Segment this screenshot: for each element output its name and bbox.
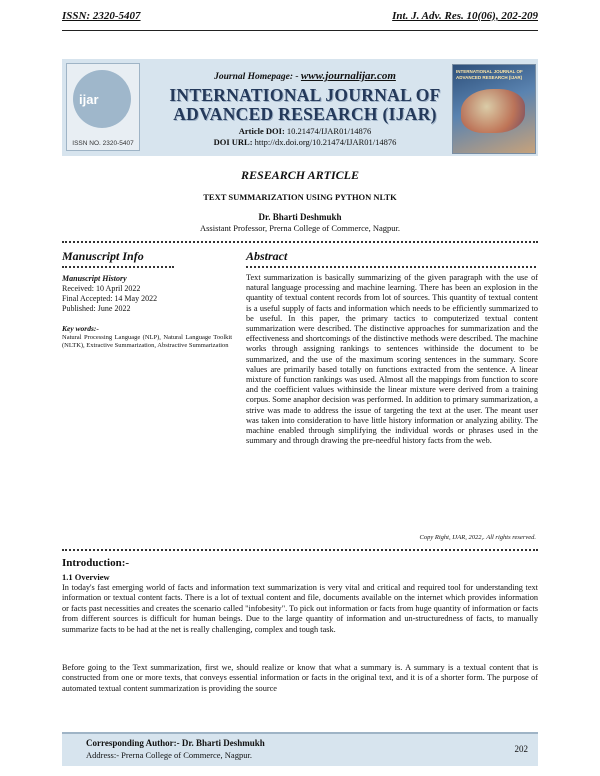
running-header [62, 10, 538, 28]
doi-url-label: DOI URL: [213, 137, 253, 147]
page-number: 202 [514, 744, 528, 754]
homepage-label: Journal Homepage: - [214, 72, 299, 82]
journal-logo [66, 63, 140, 151]
journal-homepage [140, 70, 470, 82]
journal-title-line1: INTERNATIONAL JOURNAL OF [169, 85, 441, 105]
copyright-notice: Copy Right, IJAR, 2022,. All rights reserved. [419, 534, 536, 541]
paper-title: TEXT SUMMARIZATION USING PYTHON NLTK [203, 192, 397, 202]
abstract-end-divider [62, 549, 538, 551]
keywords-heading: Key words:- [62, 324, 99, 333]
corresponding-author: Corresponding Author:- Dr. Bharti Deshmukh [86, 738, 265, 748]
doi-block [140, 126, 470, 148]
section-divider [62, 241, 538, 243]
overview-subheading: 1.1 Overview [62, 572, 110, 582]
corresponding-author-box [62, 732, 538, 766]
published-date: Published: June 2022 [62, 304, 131, 313]
journal-cover-image [452, 64, 536, 154]
article-doi: 10.21474/IJAR01/14876 [286, 126, 372, 136]
logo-text: ijar [79, 92, 99, 107]
doi-url-link[interactable]: http://dx.doi.org/10.21474/IJAR01/14876 [254, 137, 397, 147]
article-doi-label: Article DOI: [238, 126, 285, 136]
intro-paragraph-1: In today's fast emerging world of facts and information text summarization is very vital and critical and required tool for understanding text information or textual content facts. There is a lot of textual content and file, documents available on the internet which provides information or facts past necessities and creates the scenario called "infobesity". To pick out information or facts from huge quantity of information or facts from different sources is difficult for human beings. Due to the large quantity of information and un-structuredness of facts, to manually summarize facts to be had at the net is really challenging, complex and tough task. [62, 583, 538, 634]
introduction-heading: Introduction:- [62, 557, 130, 569]
header-rule [62, 30, 538, 31]
manuscript-history [62, 274, 232, 314]
article-type: RESEARCH ARTICLE [241, 168, 359, 182]
author-address: Address:- Prerna College of Commerce, Nagpur. [86, 750, 252, 760]
history-label: Manuscript History [62, 274, 127, 283]
abstract-text: Text summarization is basically summarizing of the given paragraph with the use of natural language processing and machine learning. There has been an explosion in the quantity of textual content records from lot of sources. This quantity of textual content is a useful supply of facts and information which needs to be efficiently summarized to be useful. In this paper, the primary tactics to computerized textual content summarization were described. The distinctive approaches for summarization and the effectiveness and shortcomings of the distinctive methods were described. The machine works through assigning rankings to sentences withinside the document to be summarized, and the use of the maximum scoring sentences in the summary. Score values are primarily based totally on functions extracted from the sentence. A linear mixture of function rankings was used. Almost all the mappings from function to score and the coefficient values withinside the linear mixture were derived from a training corpus. Some anaphor decision was performed. In addition to primary summarization, a strive was made to address the issue of targeting the text at the user. The meant user was taken into consideration to have little history information or analyzing ability. The machine enabled through simplifying the individual words or phrases used in the summary and through drawing the pre-needful history facts from the web. [246, 273, 538, 446]
manuscript-info-heading: Manuscript Info [62, 249, 144, 263]
issn-label: ISSN: 2320-5407 [62, 10, 141, 22]
author-name: Dr. Bharti Deshmukh [258, 212, 342, 222]
keywords-text: Natural Processing Language (NLP), Natural Language Toolkit (NLTK), Extractive Summarization, Abstractive Summarization [62, 334, 232, 349]
received-date: Received: 10 April 2022 [62, 284, 141, 293]
intro-paragraph-2: Before going to the Text summarization, first we, should realize or know that what a summary is. A summary is a textual content that is constructed from one or more texts, that conveys essential information or facts in the original text, and it is of a shorter form. The purpose of automated textual content summarization is providing the source [62, 663, 538, 693]
abstract-heading: Abstract [246, 249, 288, 263]
accepted-date: Final Accepted: 14 May 2022 [62, 294, 158, 303]
journal-title-line2: ADVANCED RESEARCH (IJAR) [173, 104, 437, 124]
logo-issn: ISSN NO. 2320-5407 [72, 140, 134, 147]
cover-title: INTERNATIONAL JOURNAL OF ADVANCED RESEARCH (IJAR) [456, 69, 523, 80]
homepage-link[interactable]: www.journalijar.com [300, 70, 396, 82]
manuscript-info-divider [62, 266, 174, 268]
author-affiliation: Assistant Professor, Prerna College of Commerce, Nagpur. [199, 223, 401, 233]
citation-label: Int. J. Adv. Res. 10(06), 202-209 [392, 10, 538, 22]
cover-artwork [461, 89, 525, 133]
journal-title [140, 86, 470, 124]
abstract-divider [246, 266, 536, 268]
